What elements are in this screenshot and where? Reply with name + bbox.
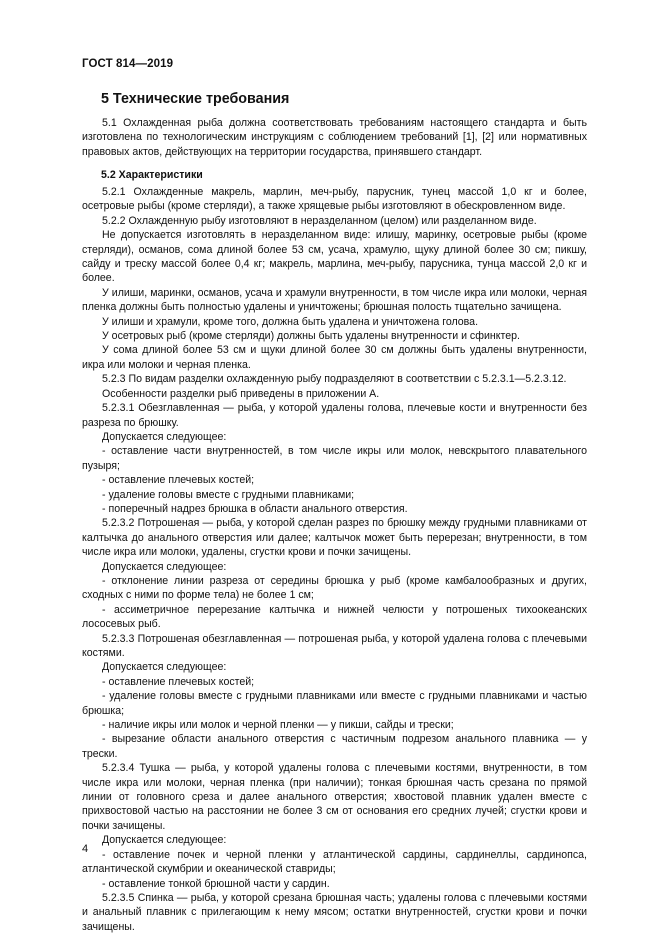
list-item: - удаление головы вместе с грудными плавниками; bbox=[102, 488, 355, 501]
paragraph: 5.2.1 Охлажденные макрель, марлин, меч-рыбу, парусник, тунец массой 1,0 кг и более, осетровые рыбы (кроме стерляди), а также хрящевые рыбы изготовляют в обескровленном виде. bbox=[82, 186, 587, 213]
paragraph: Допускается следующее: bbox=[102, 430, 227, 443]
list-item: - оставление плечевых костей; bbox=[102, 474, 255, 487]
characteristics-block bbox=[82, 185, 587, 934]
paragraph: У илиши, маринки, османов, усача и храмули внутренности, в том числе икра или молоки, черная пленка должны быть полностью удалены и уничтожены; брюшная полость тщательно зачищена. bbox=[82, 286, 587, 314]
paragraph: Особенности разделки рыб приведены в приложении А. bbox=[102, 387, 380, 400]
list-item: - вырезание области анального отверстия с частичным подрезом анального плавника — у трески. bbox=[82, 733, 587, 760]
subsection-title: 5.2 Характеристики bbox=[101, 169, 203, 181]
list-item: - оставление тонкой брюшной части у сардин. bbox=[102, 877, 330, 890]
paragraph: 5.2.3 По видам разделки охлажденную рыбу подразделяют в соответствии с 5.2.3.1—5.2.3.12. bbox=[102, 373, 567, 386]
paragraph: 5.2.3.3 Потрошеная обезглавленная — потрошеная рыба, у которой удалена голова с плечевыми костями. bbox=[82, 632, 587, 659]
paragraph: У сома длиной более 53 см и щуки длиной более 30 см должны быть удалены внутренности, икра или молоки и черная пленка. bbox=[82, 344, 587, 371]
paragraph: У илиши и храмули, кроме того, должна быть удалена и уничтожена голова. bbox=[102, 315, 479, 328]
paragraph: Допускается следующее: bbox=[102, 661, 227, 674]
paragraph: Допускается следующее: bbox=[102, 834, 227, 847]
paragraph: 5.2.3.2 Потрошеная — рыба, у которой сделан разрез по брюшку между грудными плавниками от калтычка до анального отверстия или далее; калтычок может быть перерезан; внутренности, в том числе икра или молоки, удалены, сгустки крови и почки зачищены. bbox=[82, 517, 587, 559]
paragraph: 5.2.3.5 Спинка — рыба, у которой срезана брюшная часть; удалены голова с плечевыми костями и анальный плавник с прилегающим к нему мясом; остатки внутренностей, сгустки крови и почки зачищены. bbox=[82, 891, 587, 933]
list-item: - оставление плечевых костей; bbox=[102, 675, 255, 688]
section-title: 5 Технические требования bbox=[101, 91, 290, 107]
intro-block bbox=[82, 116, 587, 159]
list-item: - отклонение линии разреза от середины брюшка у рыб (кроме камбалообразных и других, сходных с ними по форме тела) не более 1 см; bbox=[82, 574, 587, 602]
paragraph: Допускается следующее: bbox=[102, 560, 227, 573]
paragraph: 5.2.3.4 Тушка — рыба, у которой удалены голова с плечевыми костями, внутренности, в том числе икра или молоки, черная пленка (при наличии); тонкая брюшная часть срезана по прямой линии от головного среза и далее анального отверстия; хвостовой плавник удален вместе с прихвостовой частью на расстоянии не более 3 см от основания его средних лучей; сгустки крови и почки зачищены. bbox=[82, 762, 587, 832]
document-code: ГОСТ 814—2019 bbox=[82, 58, 174, 70]
paragraph: 5.1 Охлажденная рыба должна соответствовать требованиям настоящего стандарта и быть изготовлена по технологическим инструкциям с соблюдением требований [1], [2] или нормативных правовых актов, действующих на территории государства, принявшего стандарт. bbox=[82, 117, 587, 158]
paragraph: 5.2.3.1 Обезглавленная — рыба, у которой удалены голова, плечевые кости и внутренности без разреза по брюшку. bbox=[82, 402, 587, 429]
list-item: - поперечный надрез брюшка в области анального отверстия. bbox=[102, 502, 408, 515]
list-item: - удаление головы вместе с грудными плавниками или вместе с грудными плавниками и частью брюшка; bbox=[82, 690, 587, 717]
page-number: 4 bbox=[82, 843, 89, 855]
list-item: - оставление почек и черной пленки у атлантической сардины, сардинеллы, сардинопса, атлантической скумбрии и океанической ставриды; bbox=[82, 848, 587, 876]
list-item: - ассиметричное перерезание калтычка и нижней челюсти у потрошеных тихоокеанских лососевых рыб. bbox=[82, 603, 587, 631]
list-item: - наличие икры или молок и черной пленки — у пикши, сайды и трески; bbox=[102, 719, 454, 732]
paragraph: Не допускается изготовлять в неразделанном виде: илишу, маринку, осетровые рыбы (кроме стерляди), османов, сома длиной более 53 см, усача, храмулю, щуку длиной более 30 см; пикшу, сайду и треску массой более 0,4 кг; макрель, марлина, меч-рыбу, парусника, тунца массой 2,0 кг и более. bbox=[82, 229, 587, 285]
list-item: - оставление части внутренностей, в том числе икры или молок, невскрытого плавательного пузыря; bbox=[82, 445, 587, 472]
paragraph: У осетровых рыб (кроме стерляди) должны быть удалены внутренности и сфинктер. bbox=[102, 330, 520, 343]
paragraph: 5.2.2 Охлажденную рыбу изготовляют в неразделанном (целом) или разделанном виде. bbox=[102, 214, 537, 227]
